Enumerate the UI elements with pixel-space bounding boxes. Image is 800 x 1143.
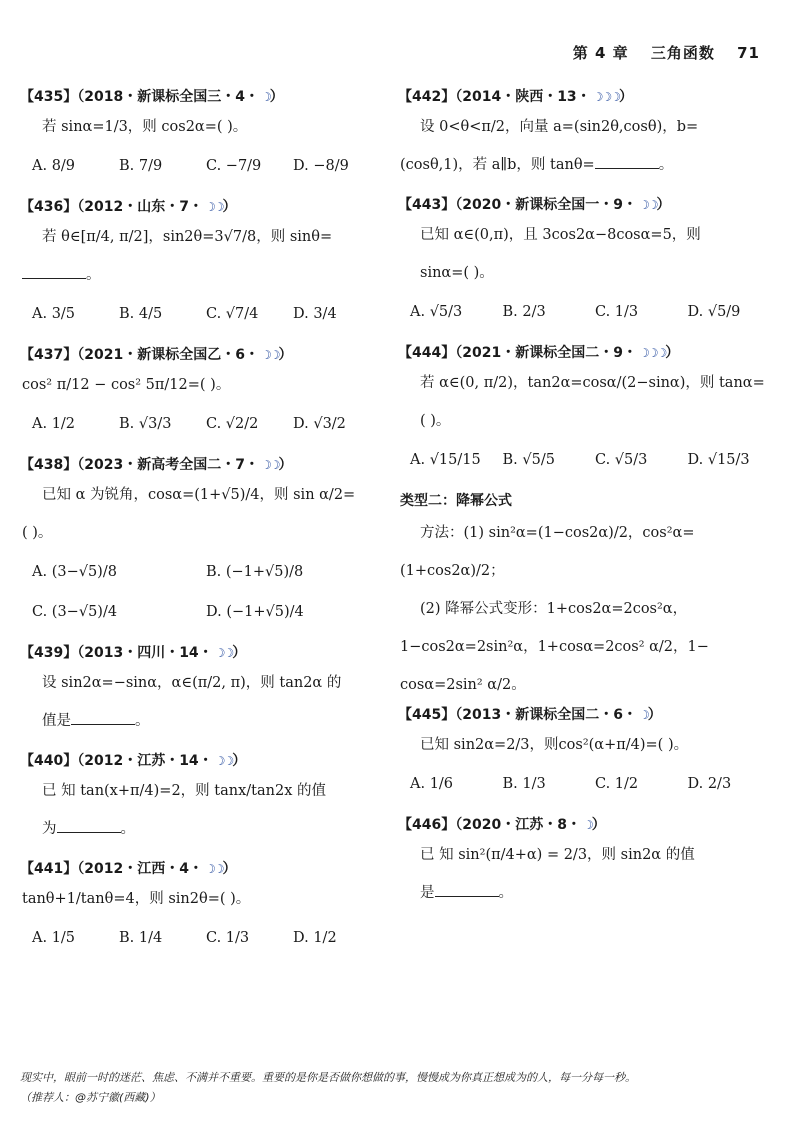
choice-c: C. √7/4 xyxy=(206,306,259,322)
choice-d: D. √5/9 xyxy=(687,304,741,320)
right-column xyxy=(398,86,780,922)
problem-title: 【444】（2021・新课标全国二・9・ xyxy=(398,345,637,361)
difficulty-moon-icon: ☽☽ xyxy=(260,458,279,472)
choice-a: A. 1/5 xyxy=(32,930,76,946)
difficulty-moon-icon: ☽ xyxy=(260,90,270,104)
choice-d: D. −8/9 xyxy=(293,158,349,174)
choice-a: A. 1/6 xyxy=(410,776,454,792)
problem-title: 【445】（2013・新课标全国二・6・ xyxy=(398,707,637,723)
difficulty-moon-icon: ☽☽☽ xyxy=(592,90,619,104)
choice-c: C. (3−√5)/4 xyxy=(32,604,118,620)
difficulty-moon-icon: ☽☽ xyxy=(260,348,279,362)
choice-c: C. 1/2 xyxy=(595,776,639,792)
problem-stem: 已知 α 为锐角，cosα=(1+√5)/4，则 sin α/2= xyxy=(42,487,356,503)
page-number: 71 xyxy=(737,44,760,62)
answer-blank xyxy=(435,882,499,897)
problem-445: 【445】（2013・新课标全国二・6・ ☽） 已知 sin2α=2/3，则cos²(α+π/4)=( )。 A. 1/6 B. 1/3 C. 1/2 D. 2/3 xyxy=(398,704,780,804)
difficulty-moon-icon: ☽☽☽ xyxy=(638,346,666,360)
chapter-label: 第 4 章 xyxy=(572,44,629,62)
choice-a: A. 8/9 xyxy=(32,158,76,174)
problem-title: 【437】（2021・新课标全国乙・6・ xyxy=(20,347,259,363)
method-line-2b: 1−cos2α=2sin²α，1+cosα=2cos² α/2，1− xyxy=(400,639,709,655)
answer-blank xyxy=(71,710,135,725)
choice-d: D. 3/4 xyxy=(293,306,337,322)
choice-b: B. √3/3 xyxy=(119,416,172,432)
left-column xyxy=(20,86,380,968)
page-footer xyxy=(20,1068,780,1108)
choice-c: C. √2/2 xyxy=(206,416,259,432)
problem-stem: 已 知 tan(x+π/4)=2，则 tanx/tan2x 的值 xyxy=(42,783,326,799)
choice-a: A. √15/15 xyxy=(410,452,481,468)
choice-a: A. 3/5 xyxy=(32,306,76,322)
problem-title: 【446】（2020・江苏・8・ xyxy=(398,817,581,833)
problem-441: 【441】（2012・江西・4・ ☽☽） tanθ+1/tanθ=4，则 sin2θ=( )。 A. 1/5 B. 1/4 C. 1/3 D. 1/2 xyxy=(20,858,380,958)
difficulty-moon-icon: ☽☽ xyxy=(204,862,223,876)
problem-439: 【439】（2013・四川・14・ ☽☽） 设 sin2α=−sinα，α∈(π/2, π)，则 tan2α 的 值是 。 xyxy=(20,642,380,740)
choice-c: C. −7/9 xyxy=(206,158,262,174)
method-line-2: (2) 降幂公式变形：1+cos2α=2cos²α， xyxy=(420,601,688,617)
footer-quote: 现实中，眼前一时的迷茫、焦虑、不满并不重要。重要的是你是否做你想做的事，慢慢成为你真正想成为的人，每一分每一秒。 xyxy=(20,1071,636,1084)
problem-stem-cont: 值是 xyxy=(42,713,71,729)
problem-stem: 设 0<θ<π/2，向量 a=(sin2θ,cosθ)，b= xyxy=(420,119,699,135)
section-title: 类型二：降幂公式 xyxy=(400,493,512,509)
answer-blank xyxy=(595,154,659,169)
problem-438: 【438】（2023・新高考全国二・7・ ☽☽） 已知 α 为锐角，cosα=(1+√5)/4，则 sin α/2= ( )。 A. (3−√5)/8 B. (−1+√5)/8 C. (3−√5)/4 D. (−1+√5)/4 xyxy=(20,454,380,632)
problem-title: 【439】（2013・四川・14・ xyxy=(20,645,213,661)
problem-title: 【443】（2020・新课标全国一・9・ xyxy=(398,197,637,213)
choice-b: B. 7/9 xyxy=(119,158,163,174)
problem-442: 【442】（2014・陕西・13・ ☽☽☽） 设 0<θ<π/2，向量 a=(sin2θ,cosθ)，b= (cosθ,1)，若 a∥b，则 tanθ= 。 xyxy=(398,86,780,184)
chapter-title: 三角函数 xyxy=(650,44,715,62)
problem-436: 【436】（2012・山东・7・ ☽☽） 若 θ∈[π/4, π/2]，sin2θ=3√7/8，则 sinθ= 。 A. 3/5 B. 4/5 C. √7/4 D. 3/4 xyxy=(20,196,380,334)
problem-stem: cos² π/12 − cos² 5π/12=( )。 xyxy=(22,377,231,393)
problem-stem: 设 sin2α=−sinα，α∈(π/2, π)，则 tan2α 的 xyxy=(42,675,342,691)
choice-d: D. √3/2 xyxy=(293,416,346,432)
problem-title: 【441】（2012・江西・4・ xyxy=(20,861,203,877)
choice-b: B. 1/3 xyxy=(502,776,546,792)
problem-stem-cont: (cosθ,1)，若 a∥b，则 tanθ= xyxy=(400,157,595,173)
problem-444: 【444】（2021・新课标全国二・9・ ☽☽☽） 若 α∈(0, π/2)，tan2α=cosα/(2−sinα)，则 tanα= ( )。 A. √15/15 B. √5/5 C. √5/3 D. √15/3 xyxy=(398,342,780,480)
choice-b: B. 2/3 xyxy=(502,304,546,320)
choice-a: A. √5/3 xyxy=(410,304,463,320)
choice-b: B. (−1+√5)/8 xyxy=(206,564,304,580)
choice-d: D. √15/3 xyxy=(687,452,750,468)
difficulty-moon-icon: ☽☽ xyxy=(214,754,233,768)
problem-440: 【440】（2012・江苏・14・ ☽☽） 已 知 tan(x+π/4)=2，则 tanx/tan2x 的值 为 。 xyxy=(20,750,380,848)
problem-stem-cont: 是 xyxy=(420,885,435,901)
difficulty-moon-icon: ☽☽ xyxy=(214,646,233,660)
problem-stem: 已知 α∈(0,π)，且 3cos2α−8cosα=5，则 xyxy=(420,227,701,243)
choice-c: C. 1/3 xyxy=(206,930,250,946)
problem-title: 【435】（2018・新课标全国三・4・ xyxy=(20,89,259,105)
problem-437: 【437】（2021・新课标全国乙・6・ ☽☽） cos² π/12 − cos² 5π/12=( )。 A. 1/2 B. √3/3 C. √2/2 D. √3/2 xyxy=(20,344,380,444)
problem-443: 【443】（2020・新课标全国一・9・ ☽☽） 已知 α∈(0,π)，且 3cos2α−8cosα=5，则 sinα=( )。 A. √5/3 B. 2/3 C. 1/3 D. √5/9 xyxy=(398,194,780,332)
problem-stem-cont: 为 xyxy=(42,821,57,837)
page-header xyxy=(557,42,760,63)
method-line-1: 方法：(1) sin²α=(1−cos2α)/2，cos²α= xyxy=(420,525,695,541)
choice-d: D. (−1+√5)/4 xyxy=(206,604,304,620)
problem-stem: 若 α∈(0, π/2)，tan2α=cosα/(2−sinα)，则 tanα= xyxy=(420,375,765,391)
problem-435: 【435】（2018・新课标全国三・4・ ☽） 若 sinα=1/3，则 cos2α=( )。 A. 8/9 B. 7/9 C. −7/9 D. −8/9 xyxy=(20,86,380,186)
method-line-2c: cosα=2sin² α/2。 xyxy=(400,677,526,693)
choice-a: A. 1/2 xyxy=(32,416,76,432)
problem-stem-cont: ( )。 xyxy=(22,525,53,541)
difficulty-moon-icon: ☽☽ xyxy=(638,198,657,212)
difficulty-moon-icon: ☽☽ xyxy=(204,200,223,214)
problem-stem-cont: ( )。 xyxy=(420,413,451,429)
problem-title: 【438】（2023・新高考全国二・7・ xyxy=(20,457,259,473)
problem-stem-cont: sinα=( )。 xyxy=(420,265,494,281)
choice-a: A. (3−√5)/8 xyxy=(32,564,117,580)
method-line-1b: (1+cos2α)/2； xyxy=(400,563,505,579)
problem-stem: 已 知 sin²(π/4+α) = 2/3，则 sin2α 的值 xyxy=(420,847,695,863)
problem-title: 【436】（2012・山东・7・ xyxy=(20,199,203,215)
answer-blank xyxy=(57,818,121,833)
difficulty-moon-icon: ☽ xyxy=(582,818,592,832)
choice-c: C. 1/3 xyxy=(595,304,639,320)
problem-stem: tanθ+1/tanθ=4，则 sin2θ=( )。 xyxy=(22,891,251,907)
problem-stem: 已知 sin2α=2/3，则cos²(α+π/4)=( )。 xyxy=(420,737,689,753)
answer-blank xyxy=(22,264,86,279)
choice-b: B. √5/5 xyxy=(502,452,555,468)
choice-d: D. 1/2 xyxy=(293,930,337,946)
choice-c: C. √5/3 xyxy=(595,452,648,468)
choice-b: B. 1/4 xyxy=(119,930,163,946)
problem-title: 【442】（2014・陕西・13・ xyxy=(398,89,591,105)
choice-b: B. 4/5 xyxy=(119,306,163,322)
problem-title: 【440】（2012・江苏・14・ xyxy=(20,753,213,769)
problem-446: 【446】（2020・江苏・8・ ☽） 已 知 sin²(π/4+α) = 2/3，则 sin2α 的值 是 。 xyxy=(398,814,780,912)
choice-d: D. 2/3 xyxy=(687,776,732,792)
problem-stem: 若 θ∈[π/4, π/2]，sin2θ=3√7/8，则 sinθ= xyxy=(42,229,333,245)
footer-recommender: （推荐人：@苏宁徽(西藏)） xyxy=(20,1091,161,1104)
problem-stem: 若 sinα=1/3，则 cos2α=( )。 xyxy=(42,119,248,135)
difficulty-moon-icon: ☽ xyxy=(638,708,648,722)
